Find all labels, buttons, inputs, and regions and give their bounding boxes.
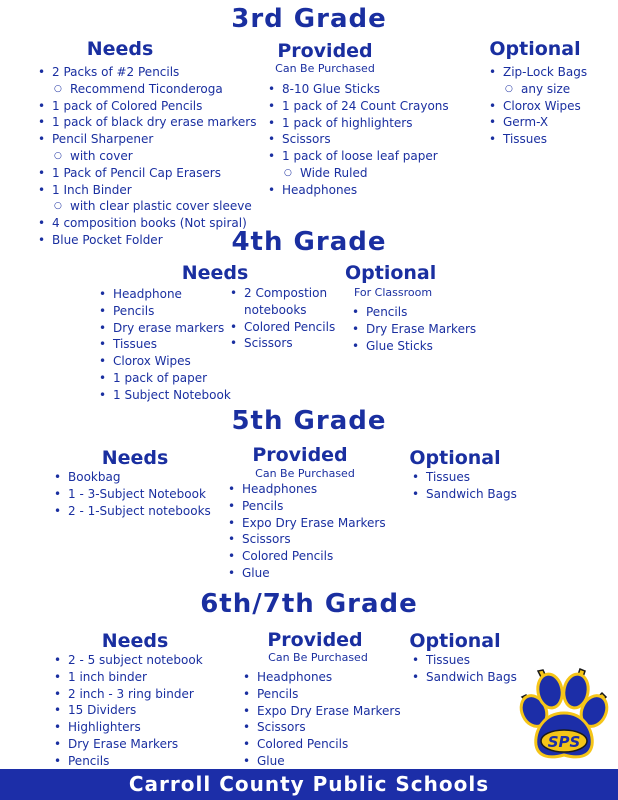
list-item: • Highlighters xyxy=(50,719,203,736)
list-item: • Headphone xyxy=(95,286,231,303)
list-item: • Scissors xyxy=(226,335,335,352)
grade67-needs-heading: Needs xyxy=(101,630,169,652)
list-item: • Scissors xyxy=(224,531,386,548)
grade4-needs-list-col1 xyxy=(95,286,231,404)
grade3-provided-heading: Provided xyxy=(277,40,373,62)
grade4-optional-heading: Optional xyxy=(345,262,437,284)
list-item: • Scissors xyxy=(239,719,401,736)
list-item: • Scissors xyxy=(264,131,449,148)
grade3-provided-list xyxy=(264,81,449,199)
list-item: • 1 pack of black dry erase markers xyxy=(34,114,256,131)
grade3-optional-heading: Optional xyxy=(489,38,581,60)
grade5-title: 5th Grade xyxy=(231,406,387,436)
list-item: • Pencils xyxy=(348,304,476,321)
list-item: • Pencils xyxy=(95,303,231,320)
list-item: • 1 pack of Colored Pencils xyxy=(34,98,256,115)
list-item: • Zip-Lock Bags xyxy=(485,64,587,81)
grade4-needs-list-col2 xyxy=(226,285,335,352)
list-item: • Dry Erase Markers xyxy=(50,736,203,753)
list-item: • Expo Dry Erase Markers xyxy=(239,703,401,720)
list-item: • 1 pack of highlighters xyxy=(264,115,449,132)
list-item: • Dry erase markers xyxy=(95,320,231,337)
grade67-needs-list xyxy=(50,652,203,770)
grade5-provided-list xyxy=(224,481,386,582)
list-item: • Glue xyxy=(239,753,401,770)
list-item: • Clorox Wipes xyxy=(95,353,231,370)
list-item: • Pencil Sharpener xyxy=(34,131,256,148)
list-item: • Colored Pencils xyxy=(239,736,401,753)
list-item: ○ with clear plastic cover sleeve xyxy=(34,198,256,215)
grade67-provided-subtitle: Can Be Purchased xyxy=(268,651,368,664)
list-item: • Headphones xyxy=(264,182,449,199)
grade5-needs-heading: Needs xyxy=(101,447,169,469)
grade3-optional-list xyxy=(485,64,587,148)
footer-title: Carroll County Public Schools xyxy=(128,772,490,796)
list-item: • 2 Packs of #2 Pencils xyxy=(34,64,256,81)
grade4-title: 4th Grade xyxy=(231,227,387,257)
list-item: • 1 Pack of Pencil Cap Erasers xyxy=(34,165,256,182)
grade4-optional-subtitle: For Classroom xyxy=(354,286,433,299)
grade67-provided-list xyxy=(239,669,401,770)
list-item: • Dry Erase Markers xyxy=(348,321,476,338)
list-item: • Colored Pencils xyxy=(226,319,335,336)
list-item: • 1 pack of loose leaf paper xyxy=(264,148,449,165)
list-item: • Colored Pencils xyxy=(224,548,386,565)
list-item: • 2 - 1-Subject notebooks xyxy=(50,503,211,520)
sps-paw-logo xyxy=(516,655,612,763)
grade67-optional-heading: Optional xyxy=(409,630,501,652)
list-item: • Pencils xyxy=(50,753,203,770)
grade3-needs-heading: Needs xyxy=(86,38,154,60)
list-item: • Tissues xyxy=(95,336,231,353)
list-item: • 1 Inch Binder xyxy=(34,182,256,199)
footer-bar xyxy=(0,769,618,800)
logo-text: SPS xyxy=(547,733,581,751)
list-item: • Tissues xyxy=(485,131,587,148)
list-item: • 8-10 Glue Sticks xyxy=(264,81,449,98)
list-item: • Sandwich Bags xyxy=(408,669,517,686)
list-item: • Tissues xyxy=(408,652,517,669)
list-item: • 1 pack of 24 Count Crayons xyxy=(264,98,449,115)
grade4-optional-list xyxy=(348,304,476,354)
grade3-needs-list xyxy=(34,64,256,249)
list-item: • Pencils xyxy=(224,498,386,515)
list-item: • 1 - 3-Subject Notebook xyxy=(50,486,211,503)
grade5-provided-subtitle: Can Be Purchased xyxy=(255,467,355,480)
list-item: • 2 inch - 3 ring binder xyxy=(50,686,203,703)
list-item: • Bookbag xyxy=(50,469,211,486)
list-item: • 2 Compostion xyxy=(226,285,335,302)
list-item: • 1 inch binder xyxy=(50,669,203,686)
list-item: • 4 composition books (Not spiral) xyxy=(34,215,256,232)
grade67-optional-list xyxy=(408,652,517,686)
grade3-title: 3rd Grade xyxy=(231,4,387,34)
list-item: • Germ-X xyxy=(485,114,587,131)
list-item: • Clorox Wipes xyxy=(485,98,587,115)
grade4-needs-heading: Needs xyxy=(181,262,249,284)
list-item: ○ with cover xyxy=(34,148,256,165)
list-item: • Expo Dry Erase Markers xyxy=(224,515,386,532)
grade5-optional-heading: Optional xyxy=(409,447,501,469)
grade5-needs-list xyxy=(50,469,211,519)
list-item: • 1 pack of paper xyxy=(95,370,231,387)
grade67-provided-heading: Provided xyxy=(267,629,363,651)
list-item: • Tissues xyxy=(408,469,517,486)
list-item: • Blue Pocket Folder xyxy=(34,232,256,249)
grade5-provided-heading: Provided xyxy=(252,444,348,466)
list-item: ○ any size xyxy=(485,81,587,98)
list-item: • Headphones xyxy=(239,669,401,686)
list-item: • Glue xyxy=(224,565,386,582)
list-item: • Pencils xyxy=(239,686,401,703)
list-item: • Sandwich Bags xyxy=(408,486,517,503)
list-item: • Headphones xyxy=(224,481,386,498)
grade3-provided-subtitle: Can Be Purchased xyxy=(275,62,375,75)
list-item: notebooks xyxy=(244,302,307,317)
list-item: ○ Recommend Ticonderoga xyxy=(34,81,256,98)
grade5-optional-list xyxy=(408,469,517,503)
list-item: • Glue Sticks xyxy=(348,338,476,355)
list-item: • 2 - 5 subject notebook xyxy=(50,652,203,669)
list-item: • 15 Dividers xyxy=(50,702,203,719)
grade67-title: 6th/7th Grade xyxy=(200,589,418,619)
list-item: • 1 Subject Notebook xyxy=(95,387,231,404)
list-item: ○ Wide Ruled xyxy=(264,165,449,182)
